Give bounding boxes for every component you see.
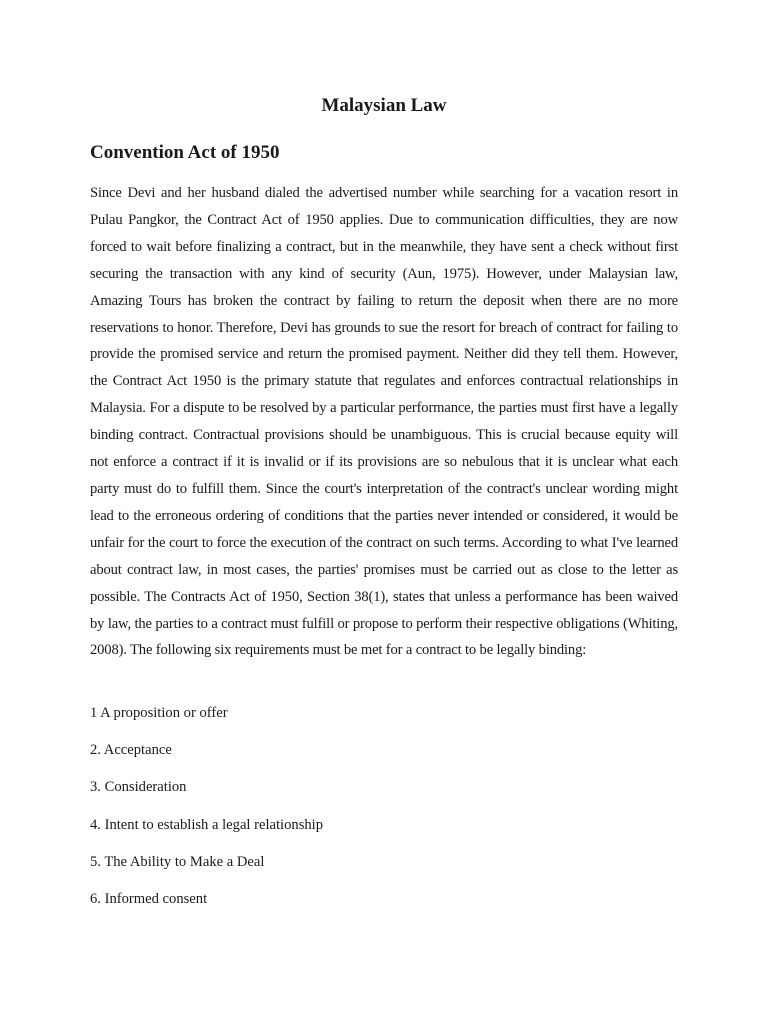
requirements-list	[90, 700, 323, 923]
body-paragraph: Since Devi and her husband dialed the advertised number while searching for a vacation resort in Pulau Pangkor, the Contract Act of 1950 applies. Due to communication difficulties, they are now forced to wait before finalizing a contract, but in the meanwhile, they have sent a check without first securing the transaction with any kind of security (Aun, 1975). However, under Malaysian law, Amazing Tours has broken the contract by failing to return the deposit when there are no more reservations to honor. Therefore, Devi has grounds to sue the resort for breach of contract for failing to provide the promised service and return the promised payment. Neither did they tell them. However, the Contract Act 1950 is the primary statute that regulates and enforces contractual relationships in Malaysia. For a dispute to be resolved by a particular performance, the parties must first have a legally binding contract. Contractual provisions should be unambiguous. This is crucial because equity will not enforce a contract if it is invalid or if its provisions are so nebulous that it is unclear what each party must do to fulfill them. Since the court's interpretation of the contract's unclear wording might lead to the erroneous ordering of conditions that the parties never intended or considered, it would be unfair for the court to force the execution of the contract on such terms. According to what I've learned about contract law, in most cases, the parties' promises must be carried out as close to the letter as possible. The Contracts Act of 1950, Section 38(1), states that unless a performance has been waived by law, the parties to a contract must fulfill or propose to perform their respective obligations (Whiting, 2008). The following six requirements must be met for a contract to be legally binding:	[90, 185, 678, 659]
list-item: 5. The Ability to Make a Deal	[90, 853, 265, 870]
list-item: 2. Acceptance	[90, 742, 172, 759]
list-item: 3. Consideration	[90, 779, 187, 796]
list-item: 4. Intent to establish a legal relationship	[90, 816, 324, 833]
section-heading: Convention Act of 1950	[90, 142, 280, 163]
document-title: Malaysian Law	[321, 95, 447, 116]
list-item: 1 A proposition or offer	[90, 705, 228, 721]
list-item: 6. Informed consent	[90, 890, 208, 907]
